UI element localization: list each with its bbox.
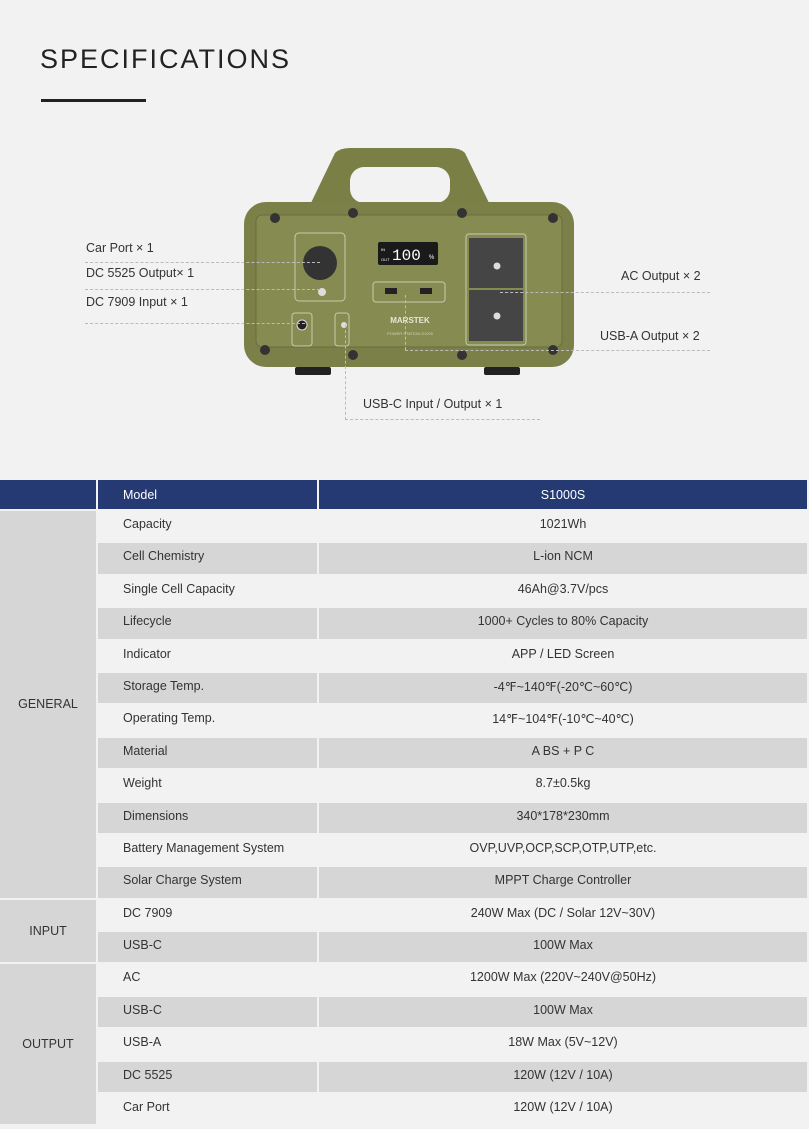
table-row — [0, 1061, 808, 1093]
table-row — [0, 672, 808, 704]
table-row — [0, 963, 808, 995]
table-row — [0, 704, 808, 736]
spec-label: USB-C — [97, 996, 318, 1028]
table-row — [0, 1093, 808, 1125]
model-label: POWER STATION-S1000 — [387, 331, 433, 336]
spec-value: MPPT Charge Controller — [318, 866, 808, 898]
spec-value: 14℉~104℉(-10℃~40℃) — [318, 704, 808, 736]
spec-value: 120W (12V / 10A) — [318, 1093, 808, 1125]
spec-value: OVP,UVP,OCP,SCP,OTP,UTP,etc. — [318, 834, 808, 866]
header-value: S1000S — [318, 479, 808, 510]
spec-label: Single Cell Capacity — [97, 575, 318, 607]
table-row — [0, 542, 808, 574]
table-row — [0, 834, 808, 866]
spec-label: Indicator — [97, 640, 318, 672]
table-row — [0, 1028, 808, 1060]
leader-line — [500, 292, 710, 293]
table-header-row — [0, 479, 808, 510]
leader-line — [85, 289, 320, 290]
leader-line — [85, 323, 305, 324]
callout-car-port: Car Port × 1 — [86, 241, 154, 255]
display-out-label: OUT — [381, 257, 390, 262]
callout-usba-output: USB-A Output × 2 — [600, 329, 700, 343]
leader-line — [345, 325, 346, 420]
spec-label: Weight — [97, 769, 318, 801]
spec-label: Material — [97, 737, 318, 769]
header-group-cell — [0, 479, 97, 510]
callout-dc7909: DC 7909 Input × 1 — [86, 295, 188, 309]
spec-value: 46Ah@3.7V/pcs — [318, 575, 808, 607]
spec-value: 1200W Max (220V~240V@50Hz) — [318, 963, 808, 995]
callout-ac-output: AC Output × 2 — [621, 269, 701, 283]
spec-label: Capacity — [97, 510, 318, 542]
display-readout: 100 — [392, 247, 421, 265]
spec-label: AC — [97, 963, 318, 995]
leader-line — [85, 262, 320, 263]
group-label: INPUT — [0, 899, 97, 964]
specifications-table — [0, 478, 809, 1126]
title-underline — [41, 99, 146, 102]
spec-value: 340*178*230mm — [318, 802, 808, 834]
page-title: SPECIFICATIONS — [40, 44, 292, 74]
spec-label: DC 5525 — [97, 1061, 318, 1093]
callout-dc5525: DC 5525 Output× 1 — [86, 266, 195, 280]
spec-label: USB-C — [97, 931, 318, 963]
spec-value: 1000+ Cycles to 80% Capacity — [318, 607, 808, 639]
table-row — [0, 575, 808, 607]
table-row — [0, 996, 808, 1028]
callout-usbc: USB-C Input / Output × 1 — [363, 397, 503, 411]
leader-line — [345, 419, 540, 420]
spec-value: 18W Max (5V~12V) — [318, 1028, 808, 1060]
spec-value: APP / LED Screen — [318, 640, 808, 672]
spec-label: Operating Temp. — [97, 704, 318, 736]
spec-label: Cell Chemistry — [97, 542, 318, 574]
display-in-label: IN — [381, 247, 385, 252]
display-unit: % — [429, 255, 435, 261]
spec-value: 240W Max (DC / Solar 12V~30V) — [318, 899, 808, 931]
spec-value: 120W (12V / 10A) — [318, 1061, 808, 1093]
group-label: OUTPUT — [0, 963, 97, 1125]
spec-value: A BS + P C — [318, 737, 808, 769]
spec-label: Storage Temp. — [97, 672, 318, 704]
table-row — [0, 802, 808, 834]
table-row — [0, 640, 808, 672]
spec-label: Solar Charge System — [97, 866, 318, 898]
table-row — [0, 866, 808, 898]
spec-label: Lifecycle — [97, 607, 318, 639]
group-label: GENERAL — [0, 510, 97, 899]
spec-value: 100W Max — [318, 996, 808, 1028]
table-row — [0, 607, 808, 639]
table-row — [0, 769, 808, 801]
spec-label: USB-A — [97, 1028, 318, 1060]
leader-line — [405, 295, 406, 350]
spec-label: Dimensions — [97, 802, 318, 834]
brand-logo: MARSTEK — [390, 316, 430, 325]
table-row — [0, 737, 808, 769]
table-row — [0, 510, 808, 542]
spec-value: L-ion NCM — [318, 542, 808, 574]
table-row — [0, 899, 808, 931]
leader-line — [405, 350, 710, 351]
spec-value: 8.7±0.5kg — [318, 769, 808, 801]
spec-label: DC 7909 — [97, 899, 318, 931]
spec-value: 100W Max — [318, 931, 808, 963]
spec-value: 1021Wh — [318, 510, 808, 542]
spec-label: Battery Management System — [97, 834, 318, 866]
spec-value: -4℉~140℉(-20℃~60℃) — [318, 672, 808, 704]
table-row — [0, 931, 808, 963]
header-label: Model — [97, 479, 318, 510]
spec-label: Car Port — [97, 1093, 318, 1125]
